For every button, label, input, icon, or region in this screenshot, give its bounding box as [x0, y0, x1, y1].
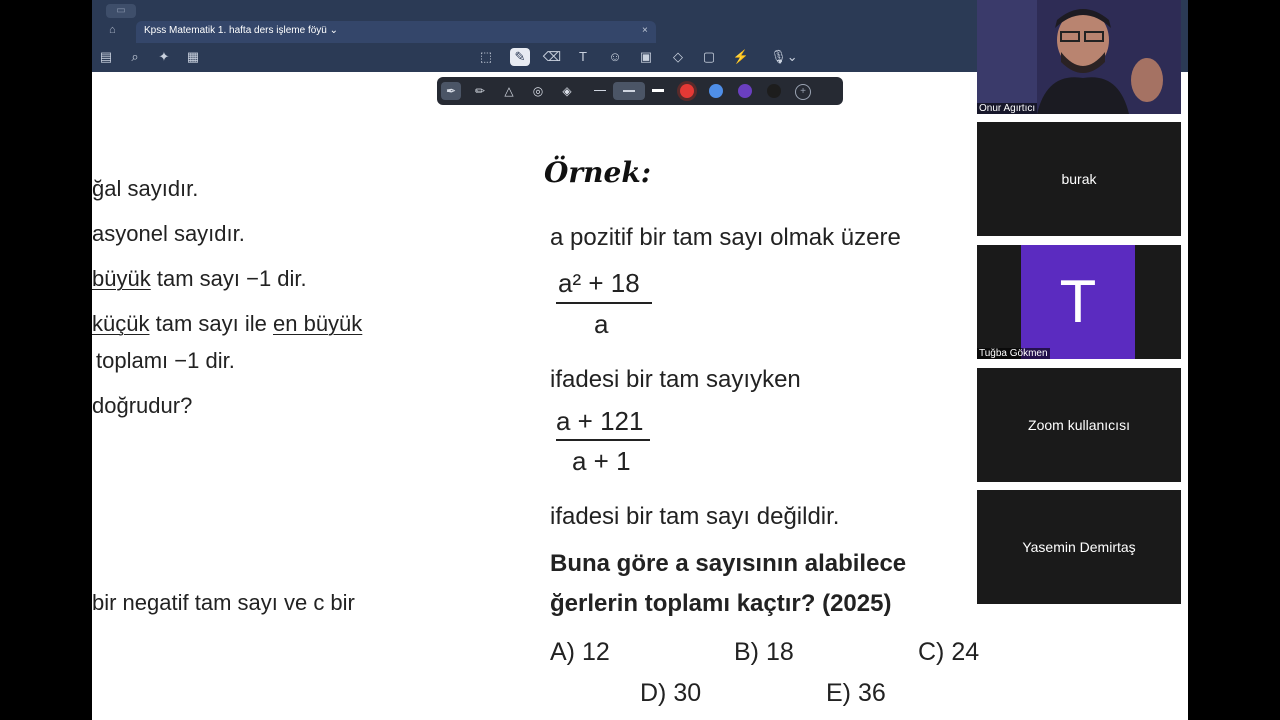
option-a: A) 12	[550, 638, 610, 666]
fraction-1-bar	[556, 302, 652, 304]
pen-toolbar	[437, 77, 843, 105]
mic-icon[interactable]: 🎙⌄	[770, 49, 798, 64]
sidebar-icon[interactable]: ▤	[99, 49, 113, 64]
sparkle-icon[interactable]: ✦	[158, 49, 170, 64]
left-line-1: ğal sayıdır.	[92, 176, 199, 201]
left-line-6: doğrudur?	[92, 393, 193, 418]
chevron-down-icon[interactable]: ⌄	[329, 25, 339, 36]
lasso-icon[interactable]: ◎	[532, 84, 544, 98]
problem-line-1: a pozitif bir tam sayı olmak üzere	[550, 224, 901, 251]
shapes-icon[interactable]: ◇	[673, 49, 683, 64]
document-tab[interactable]	[136, 21, 656, 43]
webcam-feed	[977, 0, 1181, 114]
left-line-3: büyük tam sayı −1 dir.	[92, 266, 307, 291]
fraction-1-denominator: a	[594, 309, 609, 339]
option-e: E) 36	[826, 679, 886, 707]
participant-name: Yasemin Demirtaş	[1022, 539, 1136, 555]
option-c: C) 24	[918, 638, 980, 666]
textbox-icon[interactable]: T	[579, 49, 587, 64]
tab-close-button[interactable]: ×	[642, 25, 648, 36]
pen-tool-icon[interactable]: ✒	[441, 82, 461, 100]
left-line-2: asyonel sayıdır.	[92, 221, 245, 246]
problem-line-2: ifadesi bir tam sayıyken	[550, 366, 801, 393]
option-d: D) 30	[640, 679, 702, 707]
participant-tile-tugba[interactable]	[977, 245, 1181, 359]
pencil-icon[interactable]: △	[504, 84, 514, 98]
add-color-icon[interactable]: +	[795, 84, 811, 100]
question-line-1: Buna göre a sayısının alabilece	[550, 550, 907, 577]
highlighter-icon[interactable]: ✏	[474, 84, 486, 98]
tab-title: Kpss Matematik 1. hafta ders işleme föyü ⌄	[144, 25, 339, 36]
pen-icon[interactable]: ✎	[510, 48, 530, 66]
notes-icon[interactable]: ▦	[186, 49, 200, 64]
home-icon[interactable]: ⌂	[109, 24, 116, 36]
laser-icon[interactable]: ⚡	[732, 49, 750, 64]
thin-stroke-icon[interactable]	[594, 90, 606, 91]
color-purple-swatch[interactable]	[738, 84, 752, 98]
search-icon[interactable]: ⌕	[131, 49, 139, 64]
eraser-icon[interactable]: ⌫	[542, 49, 562, 64]
fraction-2-denominator: a + 1	[572, 446, 631, 476]
medium-stroke-option[interactable]	[613, 82, 645, 100]
fraction-2-bar	[556, 439, 650, 441]
example-title: Örnek:	[544, 156, 652, 189]
color-black-swatch[interactable]	[767, 84, 781, 98]
window-control-icon[interactable]: ▭	[106, 4, 136, 18]
color-red-swatch[interactable]	[680, 84, 694, 98]
question-line-2: ğerlerin toplamı kaçtır? (2025)	[550, 590, 892, 617]
fraction-2-numerator: a + 121	[556, 406, 644, 436]
shape-recognition-icon[interactable]: ◈	[562, 84, 572, 98]
note-icon[interactable]: ▢	[702, 49, 716, 64]
image-icon[interactable]: ▣	[639, 49, 653, 64]
option-b: B) 18	[734, 638, 794, 666]
participant-label: Onur Agırtıcı	[979, 103, 1036, 114]
left-line-5: toplamı −1 dir.	[96, 348, 235, 373]
participant-tile-zoom-user[interactable]	[977, 368, 1181, 482]
participant-name: burak	[1061, 171, 1097, 187]
select-icon[interactable]: ⬚	[479, 49, 493, 64]
left-line-4: küçük tam sayı ile en büyük	[92, 311, 363, 336]
color-blue-swatch[interactable]	[709, 84, 723, 98]
left-line-7: bir negatif tam sayı ve c bir	[92, 590, 355, 615]
sticker-icon[interactable]: ☺	[608, 49, 622, 64]
avatar: T	[1021, 245, 1135, 359]
participant-tile-burak[interactable]	[977, 122, 1181, 236]
participant-tile-yasemin[interactable]	[977, 490, 1181, 604]
participant-video-onur[interactable]	[977, 0, 1181, 114]
fraction-1-numerator: a² + 18	[558, 268, 640, 298]
participant-label: Tuğba Gökmen	[979, 348, 1048, 359]
medium-stroke-icon	[623, 90, 635, 92]
participant-name: Zoom kullanıcısı	[1028, 417, 1130, 433]
problem-line-3: ifadesi bir tam sayı değildir.	[550, 503, 840, 530]
thick-stroke-icon[interactable]	[652, 89, 664, 92]
